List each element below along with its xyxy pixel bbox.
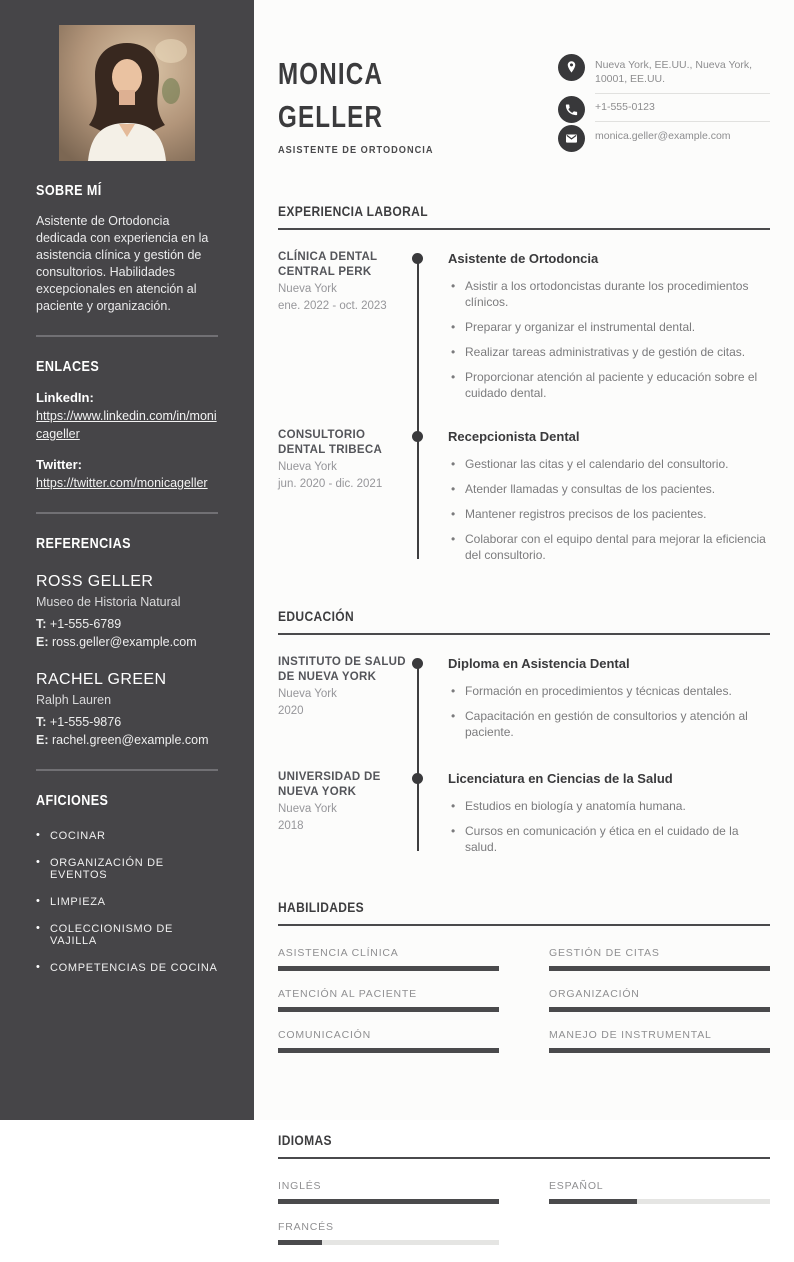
languages-grid [278,1180,770,1262]
section-rule [278,633,770,635]
sidebar-divider [36,335,218,337]
skill-bar-fill [549,966,770,971]
skill-label: COMUNICACIÓN [278,1029,372,1041]
language-label: INGLÉS [278,1180,322,1192]
entry-meta [278,655,408,740]
language-bar-fill [278,1199,499,1204]
location-pin-icon [558,54,585,81]
reference-email [36,633,218,651]
entry-meta [278,770,408,855]
language-bar-fill [278,1240,322,1245]
company-name: CLÍNICA DENTAL CENTRAL PERK [278,251,378,278]
employment-dates: jun. 2020 - dic. 2021 [278,478,383,490]
email-label: E: [36,635,49,649]
resume-header [278,50,770,158]
experience-heading: EXPERIENCIA LABORAL [278,203,428,219]
reference-organization: Ralph Lauren [36,693,112,707]
section-rule [278,1157,770,1159]
hobby-item: • ORGANIZACIÓN DE EVENTOS [36,857,218,881]
phone-label: T: [36,715,47,729]
skill-label: ATENCIÓN AL PACIENTE [278,988,417,1000]
school-location: Nueva York [278,688,337,700]
languages-heading: IDIOMAS [278,1132,332,1148]
timeline-dot [412,253,423,264]
skill-bar-track [549,1007,770,1012]
timeline-gutter [408,428,448,563]
phone-icon [558,96,585,123]
sidebar-divider [36,512,218,514]
reference-item [36,671,218,749]
graduation-year: 2018 [278,820,304,832]
first-name: MONICA [278,56,384,91]
skill-item [278,1029,499,1053]
skills-grid [278,947,770,1070]
portrait-illustration [59,25,195,161]
education-section [278,608,770,855]
timeline-dot [412,658,423,669]
email-label: E: [36,733,49,747]
references-heading: REFERENCIAS [36,535,131,552]
hobby-item: • COCINAR [36,830,218,842]
skill-label: ORGANIZACIÓN [549,988,640,1000]
graduation-year: 2020 [278,705,304,717]
skill-bar-track [549,1048,770,1053]
school-name: UNIVERSIDAD DE NUEVA YORK [278,771,381,798]
hobbies-section [36,792,218,974]
role-title: Recepcionista Dental [448,429,580,444]
degree-details-list [448,798,770,855]
duty-item: • Proporcionar atención al paciente y educación sobre el cuidado dental. [448,369,770,401]
link-item-linkedin [36,390,218,443]
linkedin-link[interactable]: https://www.linkedin.com/in/monicageller [36,409,217,441]
link-label: LinkedIn: [36,390,94,405]
skill-item [278,988,499,1012]
duties-list [448,278,770,401]
degree-detail-item: • Estudios en biología y anatomía humana. [448,798,770,814]
skill-label: MANEJO DE INSTRUMENTAL [549,1029,712,1041]
link-item-twitter [36,457,218,492]
entry-meta [278,428,408,563]
skills-section [278,899,770,1070]
email-value: rachel.green@example.com [51,733,209,747]
profile-photo [59,25,195,161]
about-heading: SOBRE MÍ [36,182,102,199]
company-name: CONSULTORIO DENTAL TRIBECA [278,429,383,456]
section-rule [278,924,770,926]
contact-location-text: Nueva York, EE.UU., Nueva York, 10001, EE.UU. [595,52,770,94]
employment-dates: ene. 2022 - oct. 2023 [278,300,387,312]
reference-name: RACHEL GREEN [36,671,167,688]
phone-value: +1-555-9876 [49,715,122,729]
skills-heading: HABILIDADES [278,899,365,915]
skill-bar-fill [278,966,499,971]
section-rule [278,228,770,230]
entry-meta [278,250,408,401]
duty-item: • Gestionar las citas y el calendario del consultorio. [448,456,770,472]
skill-bar-track [278,1007,499,1012]
phone-value: +1-555-6789 [49,617,122,631]
duty-item: • Preparar y organizar el instrumental dental. [448,319,770,335]
contact-phone-row [558,94,770,123]
phone-label: T: [36,617,47,631]
language-label: FRANCÉS [278,1221,334,1233]
timeline-gutter [408,250,448,401]
degree-title: Diploma en Asistencia Dental [448,656,630,671]
role-title: Asistente de Ortodoncia [448,251,599,266]
education-entry [278,770,770,855]
twitter-link[interactable]: https://twitter.com/monicageller [36,476,208,490]
sidebar [0,0,254,1120]
link-label: Twitter: [36,457,82,472]
timeline-gutter [408,655,448,740]
entry-details [448,428,770,563]
duty-item: • Asistir a los ortodoncistas durante los procedimientos clínicos. [448,278,770,310]
school-name: INSTITUTO DE SALUD DE NUEVA YORK [278,656,406,683]
skill-bar-fill [278,1007,499,1012]
email-icon [558,125,585,152]
hobbies-list [36,830,218,974]
language-item [278,1221,499,1245]
duty-item: • Mantener registros precisos de los pacientes. [448,506,770,522]
contact-location-row [558,52,770,94]
skill-label: GESTIÓN DE CITAS [549,947,660,959]
timeline-dot [412,431,423,442]
entry-details [448,770,770,855]
school-location: Nueva York [278,803,337,815]
duty-item: • Atender llamadas y consultas de los pacientes. [448,481,770,497]
company-location: Nueva York [278,283,337,295]
skill-bar-fill [549,1048,770,1053]
language-bar-fill [549,1199,637,1204]
language-bar-track [549,1199,770,1204]
skill-item [549,1029,770,1053]
hobby-item: • COMPETENCIAS DE COCINA [36,962,218,974]
reference-item [36,573,218,651]
degree-detail-item: • Formación en procedimientos y técnicas dentales. [448,683,770,699]
reference-email [36,731,218,749]
contact-email-text: monica.geller@example.com [595,130,731,142]
skill-bar-track [278,1048,499,1053]
timeline-dot [412,773,423,784]
language-bar-track [278,1199,499,1204]
skill-item [549,947,770,971]
email-value: ross.geller@example.com [51,635,197,649]
contact-phone-text: +1-555-0123 [595,94,770,122]
skill-bar-fill [278,1048,499,1053]
sidebar-divider [36,769,218,771]
hobby-item: • LIMPIEZA [36,896,218,908]
language-bar-track [278,1240,499,1245]
language-item [549,1180,770,1204]
hobbies-heading: AFICIONES [36,792,109,809]
experience-section [278,203,770,563]
contact-block [558,52,770,158]
languages-section [278,1132,770,1262]
duties-list [448,456,770,563]
reference-phone [36,615,218,633]
company-location: Nueva York [278,461,337,473]
degree-detail-item: • Cursos en comunicación y ética en el cuidado de la salud. [448,823,770,855]
experience-entry [278,250,770,401]
skill-bar-fill [549,1007,770,1012]
experience-entries [278,250,770,563]
education-heading: EDUCACIÓN [278,608,355,624]
duty-item: • Colaborar con el equipo dental para mejorar la eficiencia del consultorio. [448,531,770,563]
skill-bar-track [278,966,499,971]
duty-item: • Realizar tareas administrativas y de gestión de citas. [448,344,770,360]
reference-name: ROSS GELLER [36,573,154,590]
reference-organization: Museo de Historia Natural [36,595,181,609]
reference-phone [36,713,218,731]
about-section [36,182,218,315]
degree-detail-item: • Capacitación en gestión de consultorios y atención al paciente. [448,708,770,740]
entry-details [448,250,770,401]
education-entries [278,655,770,855]
skill-item [549,988,770,1012]
about-text: Asistente de Ortodoncia dedicada con experiencia en la asistencia clínica y gestión de consultorios. Habilidades excepcionales en atención al paciente y organización. [36,214,209,313]
entry-details [448,655,770,740]
skill-bar-track [549,966,770,971]
degree-details-list [448,683,770,740]
references-section [36,535,218,749]
last-name: GELLER [278,99,384,134]
skill-item [278,947,499,971]
experience-entry [278,428,770,563]
degree-title: Licenciatura en Ciencias de la Salud [448,771,673,786]
education-entry [278,655,770,740]
links-heading: ENLACES [36,358,100,375]
language-label: ESPAÑOL [549,1180,604,1192]
job-title-subtitle: ASISTENTE DE ORTODONCIA [278,145,434,156]
hobby-item: • COLECCIONISMO DE VAJILLA [36,923,218,947]
page-title [278,52,447,138]
language-item [278,1180,499,1204]
skill-label: ASISTENCIA CLÍNICA [278,947,399,959]
timeline-gutter [408,770,448,855]
name-block [278,50,447,158]
contact-email-row [558,123,770,152]
links-section [36,358,218,492]
main-content [254,0,794,1233]
